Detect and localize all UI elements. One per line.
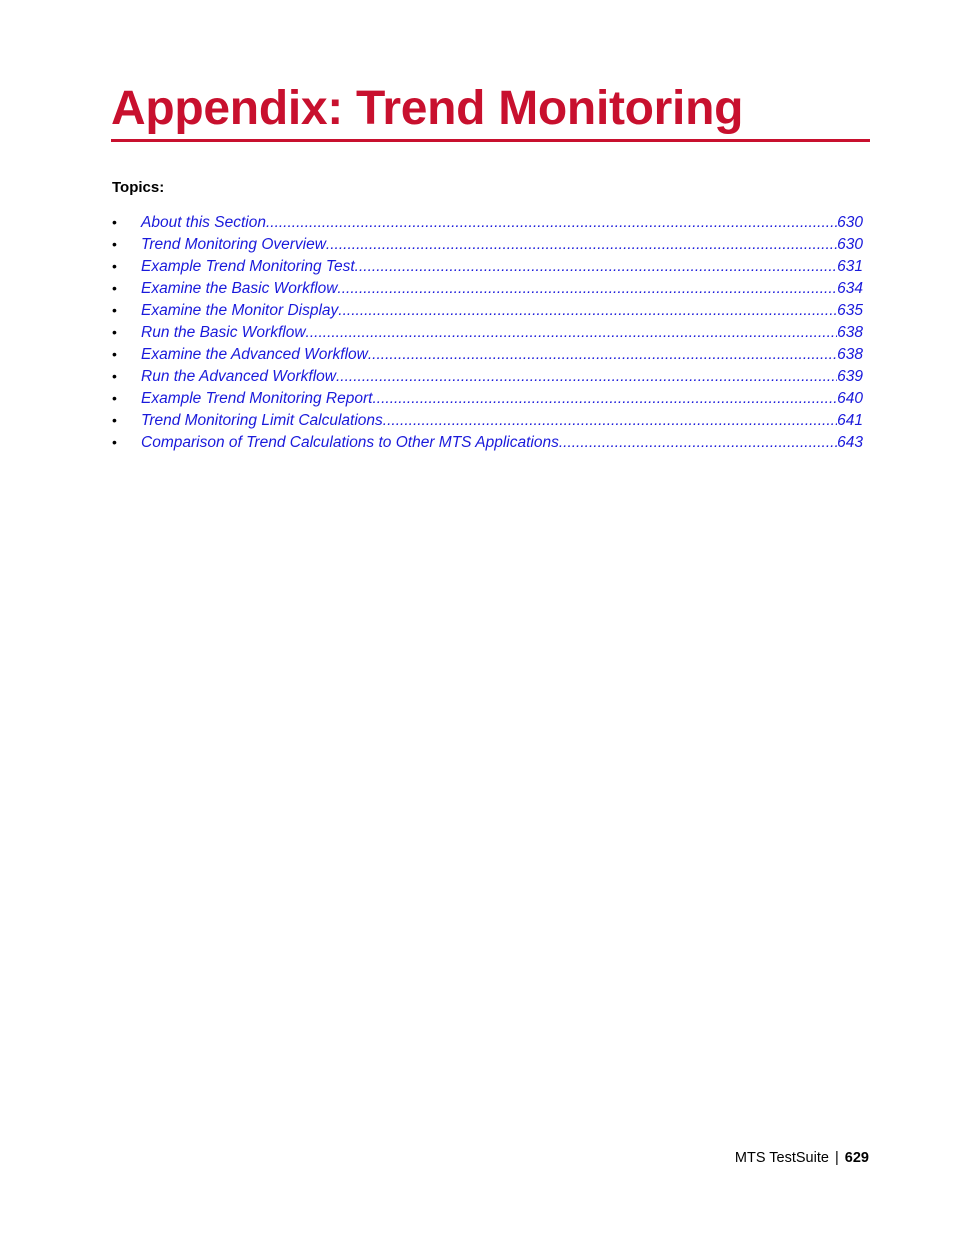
topic-link-comparison-of-trend-calculations[interactable] xyxy=(141,432,863,454)
topic-label: Examine the Basic Workflow xyxy=(141,280,338,297)
topic-page-number: 639 xyxy=(837,368,863,385)
dot-leader xyxy=(338,300,837,322)
dot-leader xyxy=(336,366,837,388)
footer-separator: | xyxy=(834,1150,839,1166)
topic-label: Comparison of Trend Calculations to Other MTS Applications xyxy=(141,434,559,451)
dot-leader xyxy=(559,432,837,454)
topic-label: Example Trend Monitoring Test xyxy=(141,258,355,275)
page-footer xyxy=(735,1149,869,1167)
topic-link-run-advanced-workflow[interactable] xyxy=(141,366,863,388)
dot-leader xyxy=(372,388,837,410)
title-underline xyxy=(111,139,870,142)
dot-leader xyxy=(337,278,837,300)
topic-link-examine-advanced-workflow[interactable] xyxy=(141,344,863,366)
topic-label: Example Trend Monitoring Report xyxy=(141,390,373,407)
bullet-icon: • xyxy=(112,390,117,406)
topic-page-number: 638 xyxy=(837,324,863,341)
topic-item xyxy=(112,321,863,343)
bullet-icon: • xyxy=(112,346,117,362)
topic-label: Run the Basic Workflow xyxy=(141,324,306,341)
topic-page-number: 631 xyxy=(837,258,863,275)
topic-link-run-basic-workflow[interactable] xyxy=(141,322,863,344)
topic-link-trend-monitoring-overview[interactable] xyxy=(141,234,863,256)
dot-leader xyxy=(326,234,837,256)
bullet-icon: • xyxy=(112,368,117,384)
bullet-icon: • xyxy=(112,236,117,252)
topic-item xyxy=(112,277,863,299)
topic-item xyxy=(112,431,863,453)
dot-leader xyxy=(368,344,837,366)
footer-product-name: MTS TestSuite xyxy=(734,1150,829,1166)
topic-label: Trend Monitoring Overview xyxy=(141,236,326,253)
topic-link-examine-monitor-display[interactable] xyxy=(141,300,863,322)
topics-heading: Topics: xyxy=(112,179,165,196)
topic-link-example-trend-monitoring-report[interactable] xyxy=(141,388,863,410)
topic-label: Examine the Monitor Display xyxy=(141,302,339,319)
topic-item xyxy=(112,365,863,387)
topic-label: Trend Monitoring Limit Calculations xyxy=(141,412,383,429)
topic-label: Run the Advanced Workflow xyxy=(141,368,336,385)
topic-page-number: 634 xyxy=(837,280,863,297)
topic-page-number: 635 xyxy=(837,302,863,319)
bullet-icon: • xyxy=(112,258,117,274)
topic-item xyxy=(112,255,863,277)
topic-page-number: 630 xyxy=(837,214,863,231)
topic-item xyxy=(112,409,863,431)
topic-item xyxy=(112,343,863,365)
footer-page-number: 629 xyxy=(844,1150,869,1166)
topic-link-trend-monitoring-limit-calculations[interactable] xyxy=(141,410,863,432)
bullet-icon: • xyxy=(112,412,117,428)
bullet-icon: • xyxy=(112,434,117,450)
topic-page-number: 638 xyxy=(837,346,863,363)
topic-page-number: 643 xyxy=(837,434,863,451)
topic-page-number: 640 xyxy=(837,390,863,407)
page-title: Appendix: Trend Monitoring xyxy=(111,82,744,135)
topic-link-example-trend-monitoring-test[interactable] xyxy=(141,256,863,278)
dot-leader xyxy=(306,322,838,344)
topic-label: About this Section xyxy=(141,214,266,231)
topic-label: Examine the Advanced Workflow xyxy=(141,346,368,363)
topic-item xyxy=(112,299,863,321)
topic-link-examine-basic-workflow[interactable] xyxy=(141,278,863,300)
bullet-icon: • xyxy=(112,324,117,340)
topics-list xyxy=(112,211,863,453)
topic-link-about-this-section[interactable] xyxy=(141,212,863,234)
dot-leader xyxy=(383,410,837,432)
bullet-icon: • xyxy=(112,302,117,318)
topic-item xyxy=(112,211,863,233)
topic-item xyxy=(112,233,863,255)
topic-item xyxy=(112,387,863,409)
bullet-icon: • xyxy=(112,214,117,230)
dot-leader xyxy=(355,256,837,278)
topic-page-number: 641 xyxy=(837,412,863,429)
topic-page-number: 630 xyxy=(837,236,863,253)
bullet-icon: • xyxy=(112,280,117,296)
dot-leader xyxy=(266,212,837,234)
